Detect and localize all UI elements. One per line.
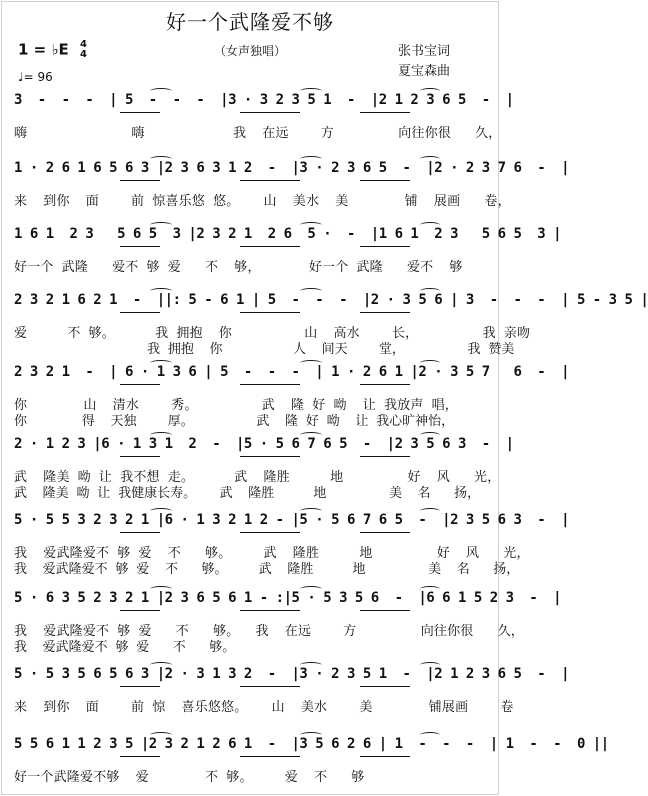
notation-line: 2 3 2 1 6 2 1 - ||: 5 - 6 1 | 5 - - - |2 · 3 5 6 | 3 - - - | 5 - 3 5 | <box>14 292 648 308</box>
slur-mark <box>420 432 440 438</box>
slur-mark <box>420 662 440 668</box>
slur-mark <box>300 432 322 438</box>
slur-mark <box>150 88 172 94</box>
lyric-line: 武 隆美 呦 让 我不想 走。 武 隆胜 地 好 风 光， <box>14 470 501 485</box>
lyric-line: 好一个武隆爱不够 爱 不 够。 爱 不 够 <box>14 770 365 785</box>
beam-line <box>240 246 300 247</box>
lyric-line-2: 武 隆美 呦 让 我健康长寿。 武 隆胜 地 美 名 扬， <box>14 486 481 501</box>
slur-mark <box>300 88 322 94</box>
lyric-line: 嗨 嗨 我 在远 方 向往你很 久， <box>14 126 502 141</box>
time-bottom: 4 <box>80 49 87 60</box>
lyric-line-2: 我 爱武隆爱不 够 爱 不 够。 <box>14 640 236 655</box>
beam-line <box>120 456 160 457</box>
beam-line <box>360 532 410 533</box>
lyric-line: 好一个 武隆 爱不 够 爱 不 够， 好一个 武隆 爱不 够 <box>14 260 463 275</box>
lyric-line: 我 爱武隆爱不 够 爱 不 够。 我 在远 方 向往你很 久， <box>14 624 524 639</box>
beam-line <box>360 686 410 687</box>
beam-line <box>120 610 160 611</box>
lyric-line: 来 到你 面 前 惊喜乐悠 悠。 山 美水 美 铺 展画 卷， <box>14 194 511 209</box>
beam-line <box>240 112 300 113</box>
slur-mark <box>150 432 172 438</box>
slur-mark <box>420 288 440 294</box>
lyric-line: 你 山 清水 秀。 武 隆 好 呦 让 我放声 唱， <box>14 398 458 413</box>
slur-mark <box>420 732 440 738</box>
slur-mark <box>420 222 440 228</box>
beam-line <box>120 312 160 313</box>
slur-mark <box>150 508 172 514</box>
beam-line <box>240 532 300 533</box>
lyric-line: 爱 不 够。 我 拥抱 你 山 高水 长， 我 亲吻 <box>14 326 531 341</box>
beam-line <box>360 180 410 181</box>
slur-mark <box>420 156 440 162</box>
lyric-line-2: 我 爱武隆爱不 够 爱 不 够。 武 隆胜 地 美 名 扬， <box>14 562 520 577</box>
slur-mark <box>150 288 172 294</box>
beam-line <box>240 756 300 757</box>
slur-mark <box>300 156 322 162</box>
slur-mark <box>420 88 440 94</box>
beam-line <box>120 180 160 181</box>
slur-mark <box>150 662 172 668</box>
slur-mark <box>300 288 322 294</box>
slur-mark <box>150 222 172 228</box>
notation-line: 2 · 1 2 3 |6 · 1 3 1 2 - |5 · 5 6 7 6 5 - |2 3 5 6 3 - | <box>14 436 514 452</box>
slur-mark <box>300 662 322 668</box>
beam-line <box>120 532 160 533</box>
beam-line <box>240 180 300 181</box>
composer: 夏宝森曲 <box>398 64 451 79</box>
slur-mark <box>150 156 172 162</box>
beam-line <box>240 384 300 385</box>
lyric-line-2: 我 拥抱 你 人 间天 堂， 我 赞美 <box>14 342 515 357</box>
beam-line <box>120 686 160 687</box>
beam-line <box>240 456 300 457</box>
beam-line <box>240 686 300 687</box>
lyricist: 张书宝词 <box>398 44 451 59</box>
slur-mark <box>300 360 322 366</box>
key-label: 1 = ♭E <box>18 40 69 59</box>
beam-line <box>120 112 160 113</box>
beam-line <box>360 246 410 247</box>
slur-mark <box>150 732 172 738</box>
notation-line: 1 6 1 2 3 5 6 5 3 |2 3 2 1 2 6 5 · - |1 6 1 2 3 5 6 5 3 | <box>14 226 562 242</box>
subtitle: （女声独唱） <box>213 44 286 58</box>
notation-line: 5 · 5 5 3 2 3 2 1 |6 · 1 3 2 1 2 - |5 · 5 6 7 6 5 - |2 3 5 6 3 - | <box>14 512 570 528</box>
time-top: 4 <box>80 39 87 50</box>
notation-line: 5 · 5 3 5 6 5 6 3 |2 · 3 1 3 2 - |3 · 2 3 5 1 - |2 1 2 3 6 5 - | <box>14 666 570 682</box>
beam-line <box>120 384 160 385</box>
beam-line <box>120 246 160 247</box>
beam-line <box>360 312 410 313</box>
notation-line: 5 · 6 3 5 2 3 2 1 |2 3 6 5 6 1 - :|5 · 5 3 5 6 - |6 6 1 5 2 3 - | <box>14 590 562 606</box>
notation-line: 5 5 6 1 1 2 3 5 |2 3 2 1 2 6 1 - |3 5 6 2 6 | 1 - - - | 1 - - 0 || <box>14 736 609 752</box>
notation-line: 2 3 2 1 - | 6 · 1 3 6 | 5 - - - | 1 · 2 6 1 |2 · 3 5 7 6 - | <box>14 364 570 380</box>
tempo-mark: ♩= 96 <box>18 70 53 84</box>
lyric-line: 我 爱武隆爱不 够 爱 不 够。 武 隆胜 地 好 风 光， <box>14 546 530 561</box>
lyric-line: 来 到你 面 前 惊 喜乐悠悠。 山 美水 美 铺展画 卷 <box>14 700 514 715</box>
beam-line <box>360 610 410 611</box>
slur-mark <box>150 586 172 592</box>
slur-mark <box>420 360 440 366</box>
slur-mark <box>300 586 322 592</box>
slur-mark <box>420 586 440 592</box>
beam-line <box>240 610 300 611</box>
slur-mark <box>300 732 322 738</box>
slur-mark <box>420 508 440 514</box>
slur-mark <box>300 222 322 228</box>
slur-mark <box>150 360 172 366</box>
notation-line: 3 - - - | 5 - - - |3 · 3 2 3 5 1 - |2 1 2 3 6 5 - | <box>14 92 514 108</box>
beam-line <box>360 756 410 757</box>
beam-line <box>240 312 300 313</box>
beam-line <box>360 384 410 385</box>
notation-line: 1 · 2 6 1 6 5 6 3 |2 3 6 3 1 2 - |3 · 2 3 6 5 - |2 · 2 3 7 6 - | <box>14 160 570 176</box>
lyric-line-2: 你 得 天独 厚。 武 隆 好 呦 让 我心旷神怡， <box>14 414 455 429</box>
beam-line <box>360 456 410 457</box>
slur-mark <box>300 508 322 514</box>
beam-line <box>360 112 410 113</box>
beam-line <box>120 756 160 757</box>
song-title: 好一个武隆爱不够 <box>166 10 334 34</box>
